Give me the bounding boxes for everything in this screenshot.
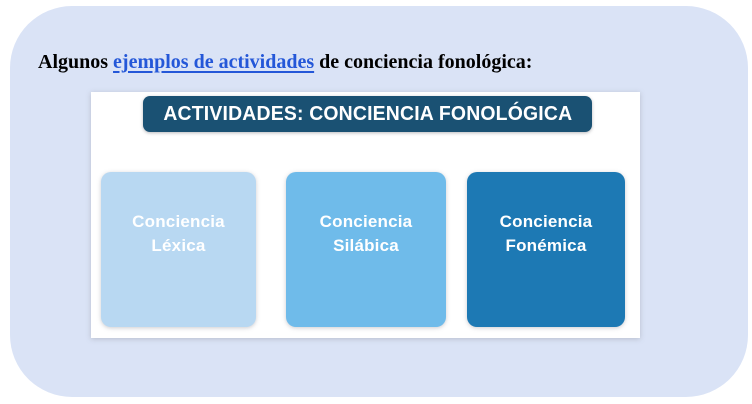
card-label: [101, 210, 256, 258]
activities-link[interactable]: ejemplos de actividades: [113, 51, 315, 73]
page-title: [38, 48, 718, 76]
card-conciencia-silabica: [286, 172, 446, 327]
heading-prefix: Algunos: [38, 51, 114, 73]
card-label-line2: Fonémica: [505, 236, 587, 255]
card-label: [286, 210, 446, 258]
card-label-line2: Silábica: [333, 236, 399, 255]
diagram-title-bar: [143, 96, 592, 132]
card-label: [467, 210, 625, 258]
card-label-line1: Conciencia: [499, 212, 593, 231]
diagram-title-label: ACTIVIDADES: CONCIENCIA FONOLÓGICA: [163, 102, 572, 125]
card-label-line1: Conciencia: [319, 212, 413, 231]
card-conciencia-fonemica: [467, 172, 625, 327]
card-conciencia-lexica: [101, 172, 256, 327]
card-label-line2: Léxica: [151, 236, 206, 255]
card-label-line1: Conciencia: [132, 212, 225, 231]
heading-suffix: de conciencia fonológica:: [314, 51, 533, 73]
diagram-panel: [91, 92, 640, 338]
cards-row: [91, 172, 640, 328]
